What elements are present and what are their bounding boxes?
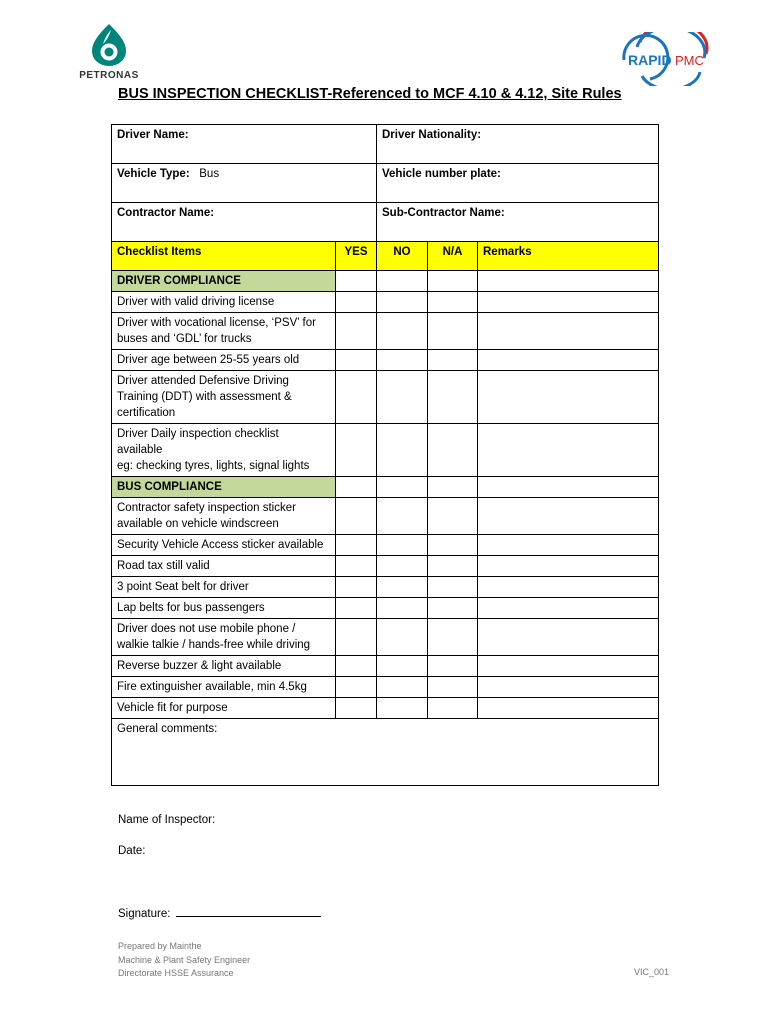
remarks-cell[interactable] — [478, 498, 659, 535]
info-row — [112, 125, 659, 164]
yes-cell[interactable] — [336, 677, 377, 698]
inspection-table — [111, 124, 659, 786]
remarks-cell[interactable] — [478, 619, 659, 656]
sub-contractor-name-field[interactable]: Sub-Contractor Name: — [377, 203, 659, 242]
prepared-line: Directorate HSSE Assurance — [118, 968, 234, 978]
no-cell[interactable] — [377, 577, 428, 598]
no-cell[interactable] — [377, 677, 428, 698]
checklist-row — [112, 577, 659, 598]
remarks-cell[interactable] — [478, 313, 659, 350]
yes-cell[interactable] — [336, 350, 377, 371]
vehicle-type-label: Vehicle Type: — [117, 168, 190, 180]
yes-cell[interactable] — [336, 498, 377, 535]
inspector-name-field[interactable]: Name of Inspector: — [118, 814, 216, 826]
date-field[interactable]: Date: — [118, 845, 146, 857]
checklist-row — [112, 556, 659, 577]
checklist-item-line: buses and ‘GDL’ for trucks — [117, 333, 252, 345]
signature-line[interactable] — [176, 906, 321, 917]
checklist-item — [112, 313, 336, 350]
no-cell[interactable] — [377, 656, 428, 677]
vehicle-type-field[interactable] — [112, 164, 377, 203]
checklist-item-line: Vehicle fit for purpose — [117, 702, 228, 714]
prepared-line: Prepared by Mainthe — [118, 941, 202, 951]
na-cell[interactable] — [428, 271, 478, 292]
no-cell[interactable] — [377, 498, 428, 535]
prepared-line: Machine & Plant Safety Engineer — [118, 954, 251, 965]
checklist-item-line: Lap belts for bus passengers — [117, 602, 265, 614]
petronas-wordmark: PETRONAS — [79, 70, 139, 81]
na-cell[interactable] — [428, 577, 478, 598]
no-cell[interactable] — [377, 313, 428, 350]
yes-cell[interactable] — [336, 535, 377, 556]
checklist-item — [112, 598, 336, 619]
general-comments-field[interactable]: General comments: — [112, 719, 659, 786]
checklist-row — [112, 598, 659, 619]
checklist-item — [112, 577, 336, 598]
checklist-row — [112, 656, 659, 677]
yes-cell[interactable] — [336, 598, 377, 619]
checklist-item-line: eg: checking tyres, lights, signal lights — [117, 460, 310, 472]
checklist-item — [112, 371, 336, 424]
yes-cell[interactable] — [336, 619, 377, 656]
vehicle-plate-field[interactable]: Vehicle number plate: — [377, 164, 659, 203]
checklist-item-line: Contractor safety inspection sticker — [117, 502, 296, 514]
checklist-body — [112, 271, 659, 719]
yes-cell[interactable] — [336, 313, 377, 350]
remarks-cell[interactable] — [478, 350, 659, 371]
checklist-item-line: Driver attended Defensive Driving — [117, 375, 289, 387]
checklist-item-line: Road tax still valid — [117, 560, 210, 572]
checklist-item-line: Driver age between 25-55 years old — [117, 354, 300, 366]
remarks-cell[interactable] — [478, 292, 659, 313]
no-cell[interactable] — [377, 424, 428, 477]
checklist-item-line: Security Vehicle Access sticker available — [117, 539, 324, 551]
remarks-cell[interactable] — [478, 598, 659, 619]
driver-name-field[interactable]: Driver Name: — [112, 125, 377, 164]
remarks-cell[interactable] — [478, 477, 659, 498]
header-checklist-items: Checklist Items — [112, 242, 336, 271]
remarks-cell[interactable] — [478, 424, 659, 477]
yes-cell[interactable] — [336, 556, 377, 577]
remarks-cell[interactable] — [478, 535, 659, 556]
checklist-item-line: certification — [117, 407, 176, 419]
yes-cell[interactable] — [336, 656, 377, 677]
checklist-row — [112, 350, 659, 371]
no-cell[interactable] — [377, 350, 428, 371]
header-no: NO — [377, 242, 428, 271]
checklist-item-line: Driver Daily inspection checklist — [117, 428, 279, 440]
yes-cell[interactable] — [336, 292, 377, 313]
checklist-item — [112, 498, 336, 535]
petronas-logo — [78, 22, 140, 82]
na-cell[interactable] — [428, 677, 478, 698]
checklist-row — [112, 677, 659, 698]
checklist-item-line: Driver does not use mobile phone / — [117, 623, 296, 635]
checklist-item-line: available — [117, 444, 163, 456]
checklist-row — [112, 535, 659, 556]
checklist-row — [112, 698, 659, 719]
signature-field[interactable] — [118, 906, 321, 920]
remarks-cell[interactable] — [478, 677, 659, 698]
remarks-cell[interactable] — [478, 271, 659, 292]
remarks-cell[interactable] — [478, 371, 659, 424]
remarks-cell[interactable] — [478, 556, 659, 577]
general-comments-row — [112, 719, 659, 786]
info-row — [112, 203, 659, 242]
checklist-item — [112, 350, 336, 371]
section-row-bus-compliance — [112, 477, 659, 498]
checklist-item-line: Training (DDT) with assessment & — [117, 391, 292, 403]
na-cell[interactable] — [428, 350, 478, 371]
checklist-item — [112, 556, 336, 577]
checklist-row — [112, 424, 659, 477]
checklist-item-line: available on vehicle windscreen — [117, 518, 279, 530]
yes-cell[interactable] — [336, 698, 377, 719]
header-row — [112, 242, 659, 271]
driver-nationality-field[interactable]: Driver Nationality: — [377, 125, 659, 164]
signature-label: Signature: — [118, 908, 171, 920]
no-cell[interactable] — [377, 371, 428, 424]
header-na: N/A — [428, 242, 478, 271]
checklist-item-line: Driver with valid driving license — [117, 296, 275, 308]
page-title: BUS INSPECTION CHECKLIST-Referenced to MCF 4.10 & 4.12, Site Rules — [118, 86, 622, 102]
checklist-row — [112, 292, 659, 313]
checklist-item-line: Fire extinguisher available, min 4.5kg — [117, 681, 307, 693]
na-cell[interactable] — [428, 535, 478, 556]
checklist-item-line: Driver with vocational license, ‘PSV’ for — [117, 317, 316, 329]
section-title: BUS COMPLIANCE — [112, 477, 336, 498]
checklist-row — [112, 371, 659, 424]
yes-cell[interactable] — [336, 477, 377, 498]
checklist-item — [112, 677, 336, 698]
pmc-wordmark: PMC — [675, 53, 704, 68]
checklist-item — [112, 656, 336, 677]
no-cell[interactable] — [377, 698, 428, 719]
na-cell[interactable] — [428, 477, 478, 498]
checklist-item — [112, 292, 336, 313]
no-cell[interactable] — [377, 556, 428, 577]
no-cell[interactable] — [377, 598, 428, 619]
na-cell[interactable] — [428, 556, 478, 577]
section-title: DRIVER COMPLIANCE — [112, 271, 336, 292]
remarks-cell[interactable] — [478, 577, 659, 598]
header-remarks: Remarks — [478, 242, 659, 271]
checklist-item — [112, 424, 336, 477]
no-cell[interactable] — [377, 292, 428, 313]
checklist-row — [112, 619, 659, 656]
info-row — [112, 164, 659, 203]
checklist-item — [112, 535, 336, 556]
na-cell[interactable] — [428, 598, 478, 619]
na-cell[interactable] — [428, 424, 478, 477]
header-yes: YES — [336, 242, 377, 271]
rapid-wordmark: RAPID — [628, 52, 672, 68]
yes-cell[interactable] — [336, 271, 377, 292]
petronas-emblem-icon — [89, 22, 129, 68]
remarks-cell[interactable] — [478, 698, 659, 719]
checklist-item — [112, 619, 336, 656]
no-cell[interactable] — [377, 535, 428, 556]
checklist-row — [112, 313, 659, 350]
na-cell[interactable] — [428, 371, 478, 424]
na-cell[interactable] — [428, 656, 478, 677]
na-cell[interactable] — [428, 698, 478, 719]
na-cell[interactable] — [428, 292, 478, 313]
checklist-item-line: 3 point Seat belt for driver — [117, 581, 249, 593]
checklist-item-line: Reverse buzzer & light available — [117, 660, 282, 672]
checklist-item — [112, 698, 336, 719]
checklist-item-line: walkie talkie / hands-free while driving — [117, 639, 311, 651]
na-cell[interactable] — [428, 498, 478, 535]
na-cell[interactable] — [428, 313, 478, 350]
prepared-by — [118, 940, 250, 981]
no-cell[interactable] — [377, 271, 428, 292]
yes-cell[interactable] — [336, 371, 377, 424]
vehicle-type-value: Bus — [199, 168, 220, 180]
section-row-driver-compliance — [112, 271, 659, 292]
yes-cell[interactable] — [336, 424, 377, 477]
no-cell[interactable] — [377, 477, 428, 498]
checklist-row — [112, 498, 659, 535]
rapid-pmc-swoosh-icon — [620, 32, 710, 86]
document-ref: VIC_001 — [634, 967, 670, 977]
rapid-pmc-logo — [620, 32, 710, 86]
no-cell[interactable] — [377, 619, 428, 656]
yes-cell[interactable] — [336, 577, 377, 598]
remarks-cell[interactable] — [478, 656, 659, 677]
na-cell[interactable] — [428, 619, 478, 656]
contractor-name-field[interactable]: Contractor Name: — [112, 203, 377, 242]
